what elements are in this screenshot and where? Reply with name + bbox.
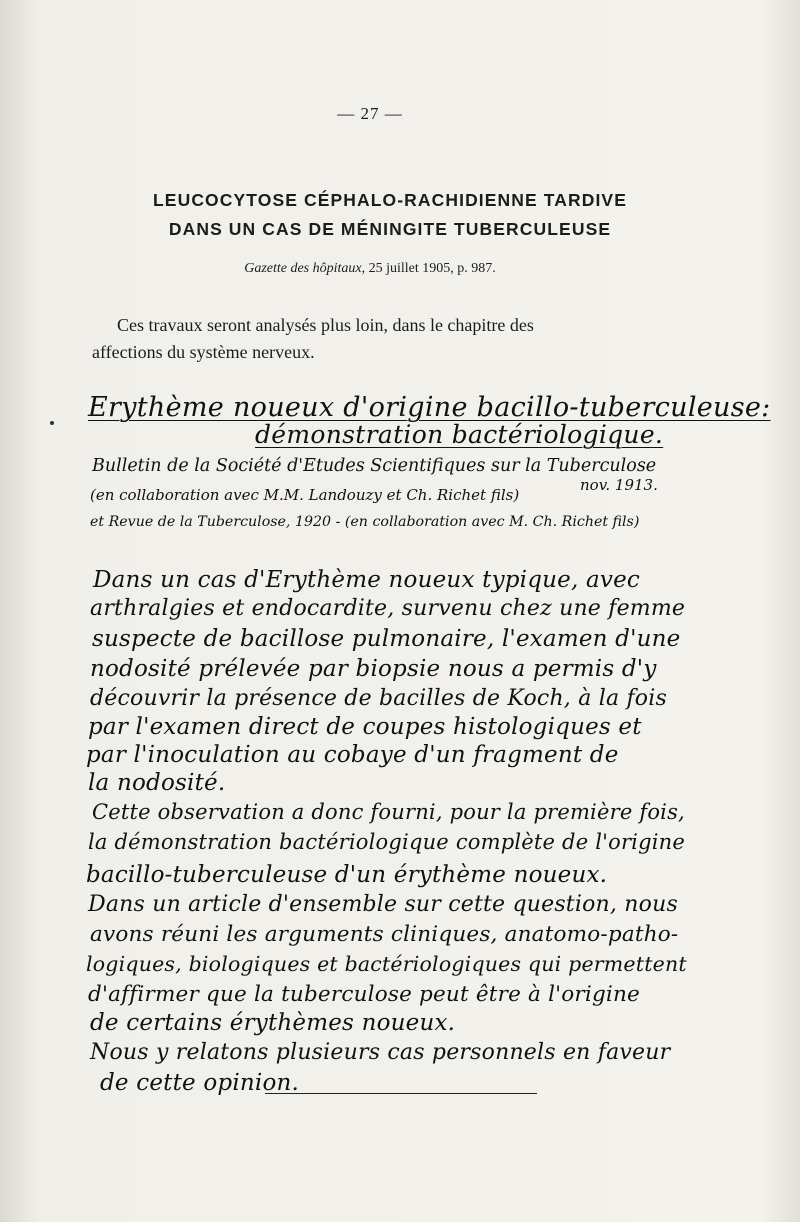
handwritten-body-line: arthralgies et endocardite, survenu chez une femme [90,596,686,621]
intro-line-1: Ces travaux seront analysés plus loin, dans le chapitre des [117,315,534,335]
page-number: — 27 — [337,104,403,123]
handwritten-body-line: Cette observation a donc fourni, pour la première fois, [92,800,685,824]
handwritten-reference-line-3: et Revue de la Tuberculose, 1920 - (en collaboration avec M. Ch. Richet fils) [90,514,640,530]
handwritten-body-line: Dans un article d'ensemble sur cette question, nous [88,892,678,917]
article-title-line-1: LEUCOCYTOSE CÉPHALO-RACHIDIENNE TARDIVE [153,190,627,210]
handwritten-body-line: Dans un cas d'Erythème noueux typique, avec [93,567,641,593]
intro-line-2: affections du système nerveux. [92,342,315,362]
handwritten-body-line: d'affirmer que la tuberculose peut être à l'origine [88,982,640,1007]
source-citation [0,261,740,277]
handwritten-body-line: avons réuni les arguments cliniques, anatomo-patho- [90,922,679,947]
handwritten-body-line: par l'inoculation au cobaye d'un fragment de [86,742,619,768]
handwritten-body-line: de cette opinion. [100,1070,300,1096]
handwritten-body-line: suspecte de bacillose pulmonaire, l'examen d'une [92,626,681,652]
source-journal: Gazette des hôpitaux, [244,261,366,276]
handwritten-body-line: nodosité prélevée par biopsie nous a permis d'y [90,656,657,682]
handwritten-title-line-1: Erythème noueux d'origine bacillo-tuberculeuse: [88,392,771,423]
handwritten-body-line: par l'examen direct de coupes histologiques et [88,714,642,740]
handwritten-body-line: logiques, biologiques et bactériologiques qui permettent [86,952,687,976]
handwritten-body-line: Nous y relatons plusieurs cas personnels en faveur [90,1040,671,1065]
handwritten-body-line: la nodosité. [88,770,226,796]
handwritten-title-line-2: démonstration bactériologique. [255,420,664,449]
handwritten-body-line: de certains érythèmes noueux. [90,1010,456,1036]
handwritten-body-line: la démonstration bactériologique complète de l'origine [88,830,686,854]
article-title-line-2: DANS UN CAS DE MÉNINGITE TUBERCULEUSE [168,219,612,239]
margin-mark [50,421,54,425]
end-rule [265,1093,537,1094]
handwritten-body-line: découvrir la présence de bacilles de Koch, à la fois [90,686,667,711]
handwritten-reference-line-1: Bulletin de la Société d'Etudes Scientifiques sur la Tuberculose [92,456,657,476]
handwritten-body-line: bacillo-tuberculeuse d'un érythème noueux. [86,862,608,888]
handwritten-reference-date: nov. 1913. [580,476,658,494]
handwritten-reference-line-2: (en collaboration avec M.M. Landouzy et Ch. Richet fils) [90,486,520,504]
source-details: 25 juillet 1905, p. 987. [368,261,496,276]
